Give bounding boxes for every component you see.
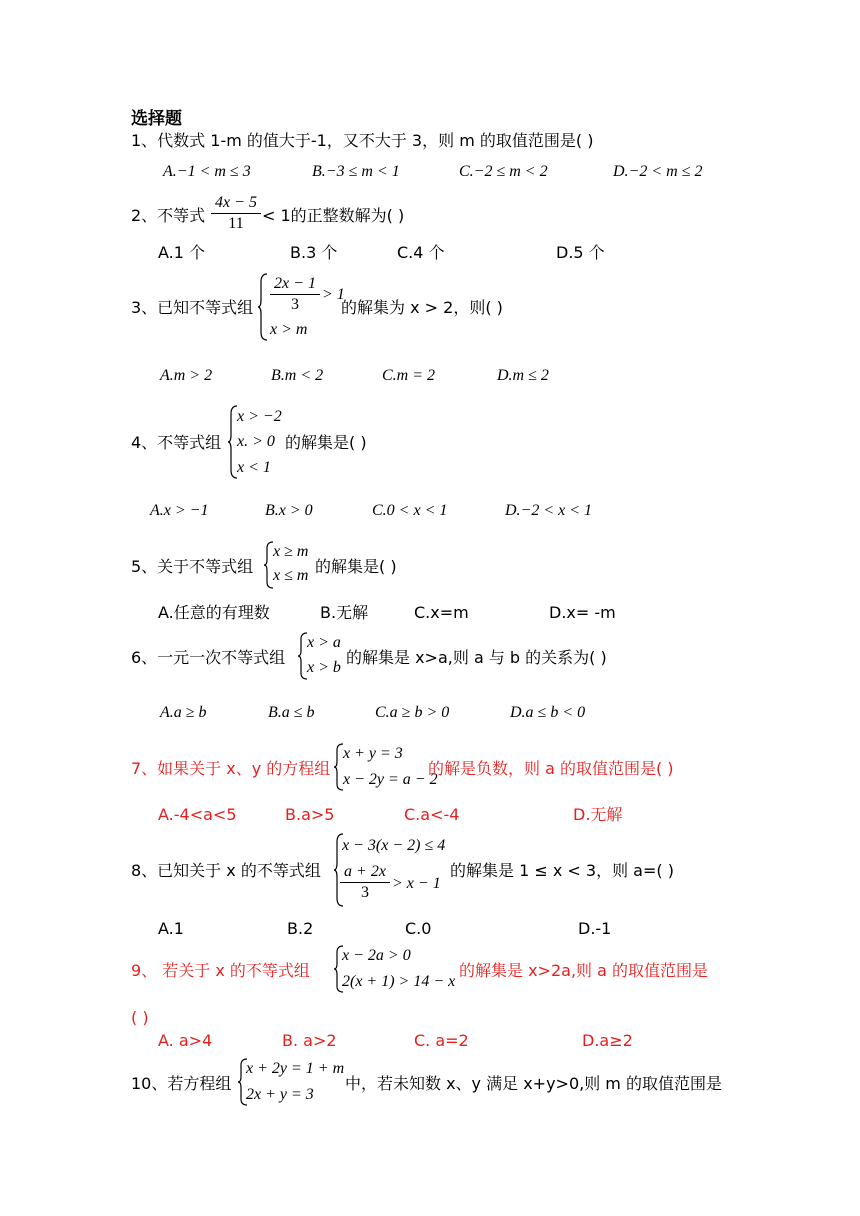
question-4-suffix: 的解集是( ): [285, 433, 367, 452]
q5-option-c: C.x=m: [414, 603, 469, 622]
question-10-prefix: 10、若方程组: [131, 1074, 232, 1093]
q9-option-a: A. a>4: [158, 1031, 213, 1050]
q4-option-d: D.−2 < x < 1: [505, 502, 593, 519]
question-8-prefix: 8、已知关于 x 的不等式组: [131, 861, 321, 880]
question-9-suffix: 的解集是 x>2a,则 a 的取值范围是: [459, 961, 709, 980]
q2-numerator: 4x − 5: [211, 193, 261, 214]
q4-line-1: x > −2: [237, 408, 282, 425]
q7-option-a: A.-4<a<5: [158, 805, 237, 824]
q9-option-c: C. a=2: [414, 1031, 469, 1050]
q8-option-c: C.0: [405, 919, 432, 938]
q7-option-d: D.无解: [573, 805, 623, 824]
question-8-suffix: 的解集是 1 ≤ x < 3，则 a=( ): [450, 861, 674, 880]
q3-option-d: D.m ≤ 2: [497, 367, 549, 384]
question-7-prefix: 7、如果关于 x、y 的方程组: [131, 759, 331, 778]
q1-option-a: A.−1 < m ≤ 3: [163, 163, 251, 180]
q7-option-c: C.a<-4: [404, 805, 460, 824]
q5-line-1: x ≥ m: [273, 543, 309, 560]
q8-option-a: A.1: [158, 919, 184, 938]
q3-gt: > 1: [322, 286, 345, 303]
question-5-suffix: 的解集是( ): [315, 557, 397, 576]
question-4-prefix: 4、不等式组: [131, 433, 222, 452]
q6-option-a: A.a ≥ b: [160, 704, 207, 721]
q2-option-d: D.5 个: [556, 243, 605, 262]
q8-option-d: D.-1: [578, 919, 612, 938]
question-5-prefix: 5、关于不等式组: [131, 557, 254, 576]
q5-option-a: A.任意的有理数: [158, 603, 270, 622]
q9-line-1: x − 2a > 0: [342, 947, 411, 964]
q3-line-2: x > m: [270, 321, 308, 338]
q8-fraction: [340, 862, 390, 903]
q3-numerator: 2x − 1: [270, 274, 320, 295]
q7-line-2: x − 2y = a − 2: [343, 771, 438, 788]
question-2-suffix: < 1的正整数解为( ): [262, 206, 405, 225]
q9-option-b: B. a>2: [282, 1031, 337, 1050]
q3-option-a: A.m > 2: [160, 367, 213, 384]
q1-option-c: C.−2 ≤ m < 2: [459, 163, 548, 180]
q2-option-b: B.3 个: [290, 243, 338, 262]
question-2-prefix: 2、不等式: [131, 206, 206, 225]
q8-denominator: 3: [361, 884, 369, 901]
q6-option-c: C.a ≥ b > 0: [375, 704, 450, 721]
question-9-prefix: 9、 若关于 x 的不等式组: [131, 961, 310, 980]
q6-option-b: B.a ≤ b: [268, 704, 315, 721]
q4-option-c: C.0 < x < 1: [372, 502, 448, 519]
question-1-text: 1、代数式 1-m 的值大于-1，又不大于 3，则 m 的取值范围是( ): [131, 131, 594, 150]
q6-option-d: D.a ≤ b < 0: [510, 704, 586, 721]
q2-denominator: 11: [228, 215, 244, 232]
q4-line-3: x < 1: [237, 459, 271, 476]
q5-option-b: B.无解: [320, 603, 369, 622]
q1-option-b: B.−3 ≤ m < 1: [312, 163, 400, 180]
question-9-tail: ( ): [131, 1008, 149, 1027]
q3-option-b: B.m < 2: [271, 367, 324, 384]
q5-line-2: x ≤ m: [273, 567, 309, 584]
q4-option-a: A.x > −1: [150, 502, 209, 519]
q4-option-b: B.x > 0: [265, 502, 313, 519]
q9-option-d: D.a≥2: [582, 1031, 633, 1050]
q6-line-2: x > b: [307, 659, 341, 676]
q8-numerator: a + 2x: [340, 862, 390, 883]
question-3-suffix: 的解集为 x > 2，则( ): [341, 298, 503, 317]
question-3-prefix: 3、已知不等式组: [131, 298, 254, 317]
q2-option-c: C.4 个: [397, 243, 445, 262]
question-6-suffix: 的解集是 x>a,则 a 与 b 的关系为( ): [346, 648, 607, 667]
q2-option-a: A.1 个: [158, 243, 206, 262]
q3-option-c: C.m = 2: [382, 367, 436, 384]
q3-denominator: 3: [291, 296, 299, 313]
q1-option-d: D.−2 < m ≤ 2: [613, 163, 703, 180]
section-title: 选择题: [131, 109, 182, 129]
question-10-suffix: 中，若未知数 x、y 满足 x+y>0,则 m 的取值范围是: [345, 1074, 722, 1093]
q5-option-d: D.x= -m: [549, 603, 616, 622]
q8-option-b: B.2: [287, 919, 314, 938]
q3-brace: [257, 272, 269, 342]
q6-line-1: x > a: [307, 634, 341, 651]
q8-line-1: x − 3(x − 2) ≤ 4: [342, 837, 446, 854]
q7-line-1: x + y = 3: [343, 745, 403, 762]
q7-option-b: B.a>5: [285, 805, 335, 824]
q4-line-2: x. > 0: [237, 433, 275, 450]
q3-fraction: [270, 274, 320, 315]
q9-line-2: 2(x + 1) > 14 − x: [342, 973, 456, 990]
q10-line-2: 2x + y = 3: [246, 1086, 314, 1103]
q8-gt: > x − 1: [392, 875, 441, 892]
q2-fraction: [211, 193, 261, 234]
q10-line-1: x + 2y = 1 + m: [246, 1060, 345, 1077]
question-6-prefix: 6、一元一次不等式组: [131, 648, 286, 667]
question-7-suffix: 的解是负数，则 a 的取值范围是( ): [428, 759, 674, 778]
